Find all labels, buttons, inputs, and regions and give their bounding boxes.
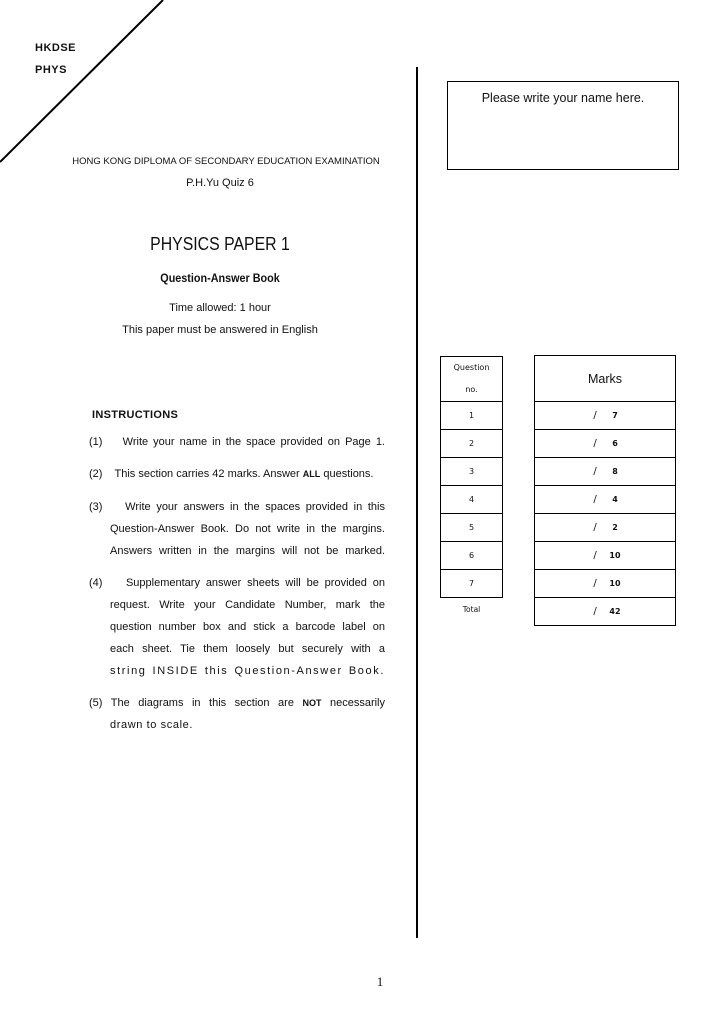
question-number-cell: 4 xyxy=(441,486,503,514)
marks-slash: / xyxy=(593,466,597,477)
marks-total-value: 42 xyxy=(609,607,621,616)
instruction-number: (2) xyxy=(89,468,103,480)
instruction-text: This section carries 42 marks. Answer xyxy=(114,468,303,480)
marks-slash: / xyxy=(593,494,597,505)
marks-slash: / xyxy=(593,578,597,589)
instruction-text: request. Write your Candidate Number, mark the xyxy=(110,599,385,611)
instruction-emphasis: ALL xyxy=(302,469,321,479)
marks-table xyxy=(534,355,676,626)
instruction-text: questions. xyxy=(320,468,374,480)
marks-cell xyxy=(535,486,676,514)
instruction-text: Answers written in the margins will not be marked. xyxy=(110,545,385,557)
instruction-emphasis: NOT xyxy=(302,698,322,708)
question-number-cell: 5 xyxy=(441,514,503,542)
marks-cell xyxy=(535,430,676,458)
marks-cell xyxy=(535,402,676,430)
instruction-text: The diagrams in this section are xyxy=(110,697,303,709)
corner-diagonal-line xyxy=(0,0,170,170)
marks-value: 10 xyxy=(609,551,621,560)
instruction-item-2 xyxy=(89,463,385,485)
marks-cell xyxy=(535,458,676,486)
page-number: 1 xyxy=(376,974,384,989)
marks-slash: / xyxy=(593,550,597,561)
name-field-prompt: Please write your name here. xyxy=(481,91,645,105)
question-number-table xyxy=(440,356,503,620)
instruction-number: (4) xyxy=(89,577,103,589)
exam-name: HONG KONG DIPLOMA OF SECONDARY EDUCATION EXAMINATION xyxy=(72,156,380,167)
question-number-cell: 1 xyxy=(441,402,503,430)
paper-subtitle: P.H.Yu Quiz 6 xyxy=(186,177,254,189)
marks-value: 2 xyxy=(612,523,618,532)
marks-total-cell xyxy=(535,598,676,626)
question-total-label: Total xyxy=(441,598,503,621)
marks-cell xyxy=(535,514,676,542)
marks-cell xyxy=(535,542,676,570)
marks-cell xyxy=(535,570,676,598)
instruction-item-3 xyxy=(89,496,385,562)
marks-value: 6 xyxy=(612,439,618,448)
question-header-line2: no. xyxy=(465,385,478,394)
instruction-text: Supplementary answer sheets will be provided on xyxy=(125,577,385,589)
instruction-item-4 xyxy=(89,572,385,682)
marks-header: Marks xyxy=(535,356,676,402)
instruction-number: (3) xyxy=(89,501,103,513)
instruction-text: Write your name in the space provided on Page 1. xyxy=(122,436,385,448)
instruction-text: drawn to scale. xyxy=(110,719,193,731)
marks-value: 4 xyxy=(612,495,618,504)
marks-value: 8 xyxy=(612,467,618,476)
question-number-cell: 2 xyxy=(441,430,503,458)
book-type: Question-Answer Book xyxy=(160,271,280,285)
instruction-text: each sheet. Tie them loosely but securely with a xyxy=(110,643,385,655)
question-header-line1: Question xyxy=(453,363,490,372)
corner-label-subject: PHYS xyxy=(35,64,67,76)
page-title: PHYSICS PAPER 1 xyxy=(150,234,290,254)
language-note: This paper must be answered in English xyxy=(122,324,318,336)
instruction-text: necessarily xyxy=(321,697,386,709)
marks-value: 7 xyxy=(612,411,618,420)
instruction-number: (5) xyxy=(89,697,103,709)
marks-slash: / xyxy=(593,438,597,449)
question-number-cell: 6 xyxy=(441,542,503,570)
marks-value: 10 xyxy=(609,579,621,588)
corner-label-hkdse: HKDSE xyxy=(35,42,77,54)
marks-slash: / xyxy=(593,410,597,421)
instruction-number: (1) xyxy=(89,436,103,448)
question-header xyxy=(441,357,503,402)
instruction-item-5 xyxy=(89,692,385,736)
instruction-text: Write your answers in the spaces provided in this xyxy=(125,501,385,513)
instruction-text: Question-Answer Book. Do not write in the margins. xyxy=(110,523,385,535)
instructions-title: INSTRUCTIONS xyxy=(92,409,179,421)
instruction-item-1 xyxy=(89,431,385,453)
marks-slash: / xyxy=(593,522,597,533)
marks-slash: / xyxy=(593,606,597,617)
name-field[interactable] xyxy=(447,81,679,170)
time-allowed: Time allowed: 1 hour xyxy=(169,302,271,314)
instruction-text: question number box and stick a barcode label on xyxy=(110,621,385,633)
question-number-cell: 7 xyxy=(441,570,503,598)
question-number-cell: 3 xyxy=(441,458,503,486)
instruction-text: string INSIDE this Question-Answer Book. xyxy=(110,665,385,677)
vertical-divider xyxy=(416,67,418,938)
